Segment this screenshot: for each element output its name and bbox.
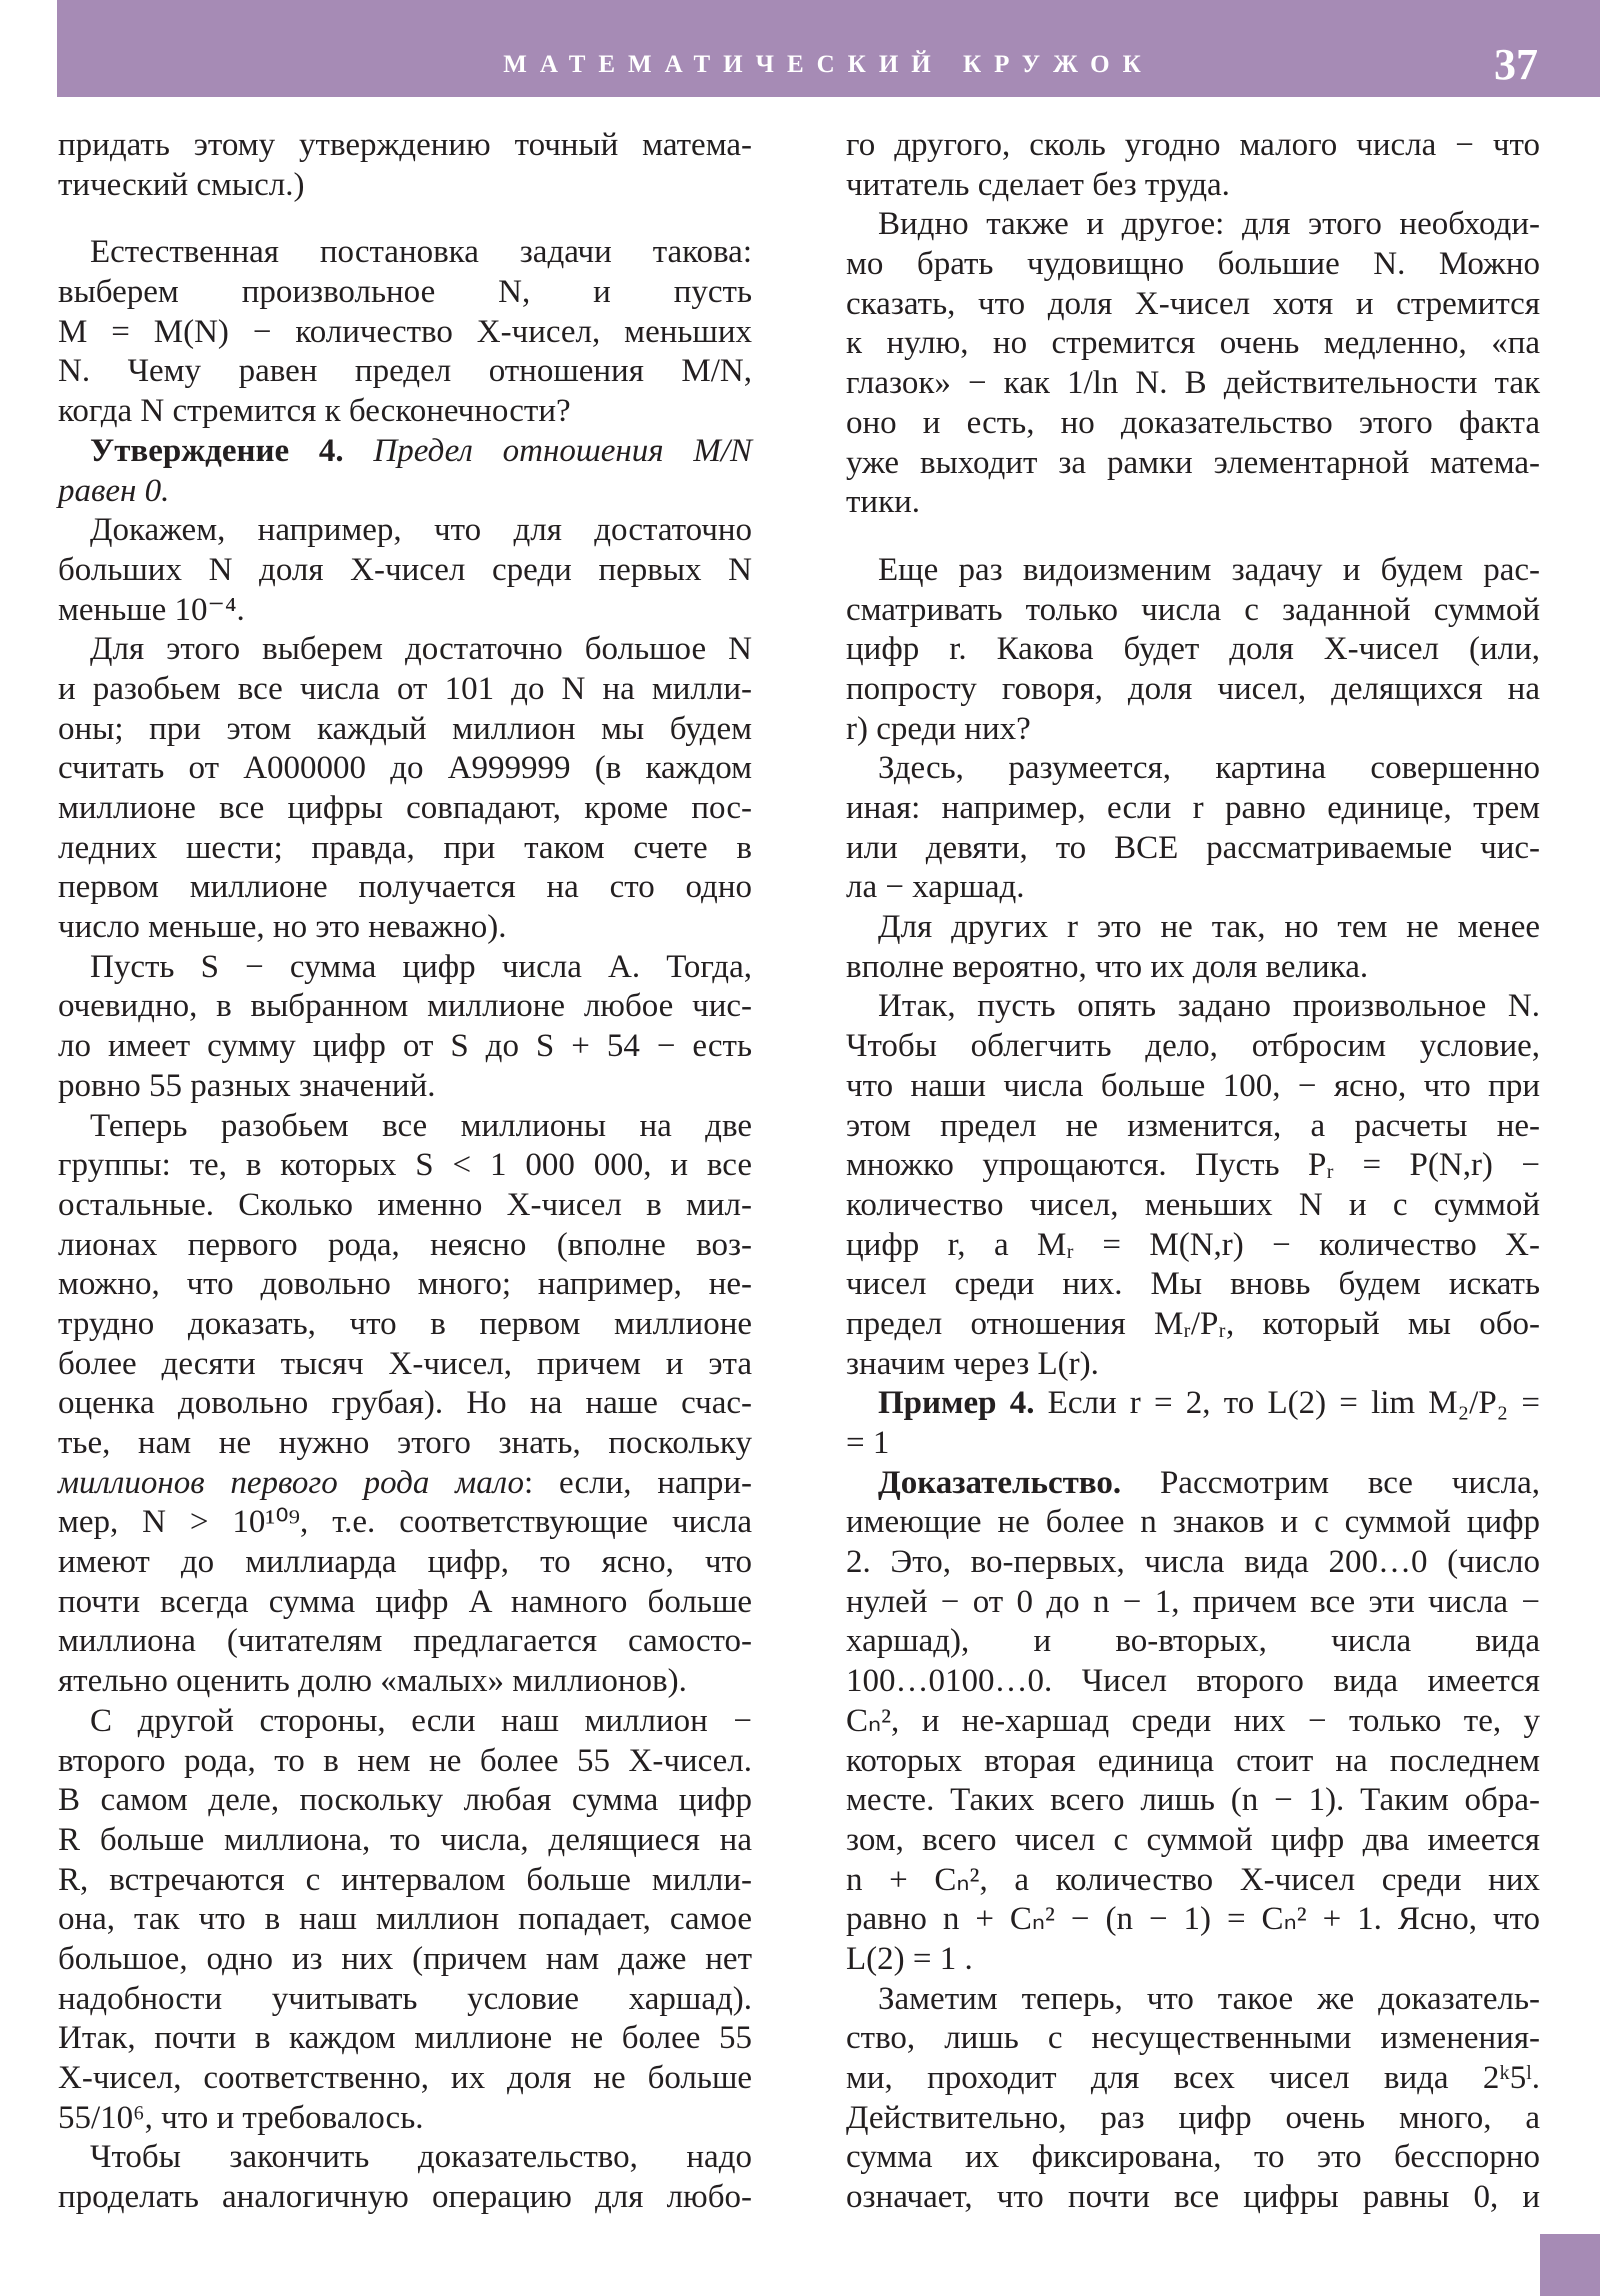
text-line: 100…0100…0. Чисел второго вида имеется	[846, 1663, 1540, 1700]
text-line: попросту говоря, доля чисел, делящихся на	[846, 670, 1540, 707]
text-line: ло имеет сумму цифр от S до S + 54 − есть	[58, 1028, 752, 1065]
text-line: означает, что почти все цифры равны 0, и	[846, 2179, 1540, 2216]
text-line: ла − харшад.	[846, 869, 1025, 906]
text-line: когда N стремится к бесконечности?	[58, 393, 571, 430]
paragraph	[58, 1702, 752, 2139]
text-segment: Рассмотрим все числа,	[1121, 1464, 1540, 1501]
paragraph	[58, 432, 752, 511]
text-line: Докажем, например, что для достаточно	[90, 512, 752, 549]
text-line: Действительно, раз цифр очень много, а	[846, 2099, 1540, 2136]
paragraph	[58, 948, 752, 1107]
paragraph	[846, 1384, 1540, 1463]
text-line: R, встречаются с интервалом больше милли-	[58, 1861, 752, 1898]
text-line: Заметим теперь, что такое же доказатель-	[878, 1980, 1540, 2017]
left-column	[58, 126, 752, 2218]
running-header-title: МАТЕМАТИЧЕСКИЙ КРУЖОК	[503, 51, 1154, 78]
text-line: значим через L(r).	[846, 1345, 1099, 1382]
text-line: ровно 55 разных значений.	[58, 1067, 436, 1104]
text-line: уже выходит за рамки элементарной матема-	[846, 444, 1540, 481]
text-line: сумма их фиксирована, то это бесспорно	[846, 2139, 1540, 2176]
text-line: первом миллионе получается на сто одно	[58, 869, 752, 906]
text-line: тье, нам не нужно этого знать, поскольку	[58, 1425, 752, 1461]
text-line: сказать, что доля X-чисел хотя и стремится	[846, 285, 1540, 322]
text-line	[58, 1464, 752, 1504]
text-line: M = M(N) − количество X-чисел, меньших	[58, 313, 752, 350]
paragraph	[58, 233, 752, 431]
paragraph	[58, 630, 752, 948]
text-line: чисел среди них. Мы вновь будем искать	[846, 1266, 1540, 1303]
bold-lead: Утверждение 4.	[90, 432, 344, 469]
text-line: зом, всего чисел с суммой цифр два имеется	[846, 1821, 1540, 1858]
text-line: миллионе все цифры совпадают, кроме пос-	[58, 790, 752, 826]
paragraph	[58, 2138, 752, 2217]
text-line: имеют до миллиарда цифр, то ясно, что	[58, 1544, 752, 1581]
text-line: го другого, сколь угодно малого числа − что	[846, 127, 1540, 163]
text-line: Для других r это не так, но тем не менее	[878, 909, 1540, 946]
text-line: предел отношения Mᵣ/Pᵣ, который мы обо-	[846, 1305, 1540, 1342]
text-line: Чтобы облегчить дело, отбросим условие,	[846, 1028, 1540, 1065]
text-line: придать этому утверждению точный матема-	[58, 127, 752, 163]
text-line: Итак, почти в каждом миллионе не более 55	[58, 2020, 752, 2057]
text-line: очевидно, в выбранном миллионе любое чис-	[58, 988, 752, 1025]
italic-text: равен 0.	[58, 472, 170, 509]
text-line: Итак, пусть опять задано произвольное N.	[878, 988, 1540, 1025]
text-line: иная: например, если r равно единице, трем	[846, 790, 1540, 826]
text-line: вполне вероятно, что их доля велика.	[846, 948, 1369, 985]
text-segment: : если, напри-	[524, 1464, 752, 1501]
text-line: или девяти, то ВСЕ рассматриваемые чис-	[846, 829, 1540, 866]
text-line: L(2) = 1 .	[846, 1940, 973, 1977]
text-line: С другой стороны, если наш миллион −	[90, 1702, 752, 1739]
paragraph	[846, 1464, 1540, 1980]
text-line: оценка довольно грубая). Но на наше счас-	[58, 1385, 752, 1422]
right-column	[846, 126, 1540, 2218]
text-line: лионах первого рода, неясно (вполне воз-	[58, 1226, 752, 1263]
text-line: читатель сделает без труда.	[846, 166, 1230, 203]
text-line	[58, 472, 752, 512]
paragraph	[58, 126, 752, 205]
text-line: ледних шести; правда, при таком счете в	[58, 829, 752, 866]
text-line: месте. Таких всего лишь (n − 1). Таким обра-	[846, 1782, 1540, 1819]
text-line: надобности учитывать условие харшад).	[58, 1980, 752, 2017]
text-line: сматривать только числа с заданной суммой	[846, 591, 1540, 628]
text-line: ми, проходит для всех чисел вида 2ᵏ5ˡ.	[846, 2060, 1540, 2096]
bold-lead: Доказательство.	[878, 1464, 1122, 1501]
text-line: харшад), и во-вторых, числа вида	[846, 1623, 1540, 1660]
text-line: можно, что довольно много; например, не-	[58, 1266, 752, 1303]
text-line: число меньше, но это неважно).	[58, 909, 507, 946]
text-line: цифр r, а Mᵣ = M(N,r) − количество X-	[846, 1226, 1540, 1263]
text-line: = 1	[846, 1425, 890, 1461]
text-line	[846, 1384, 1540, 1424]
page-corner-tab	[1540, 2234, 1600, 2296]
running-header-bar	[57, 0, 1600, 97]
text-line: и разобьем все числа от 101 до N на милли-	[58, 670, 752, 707]
text-line: что наши числа больше 100, − ясно, что при	[846, 1067, 1540, 1104]
text-line: В самом деле, поскольку любая сумма цифр	[58, 1782, 752, 1819]
text-line: 2. Это, во-первых, числа вида 200…0 (число	[846, 1544, 1540, 1581]
paragraph	[846, 749, 1540, 908]
text-line: миллиона (читателям предлагается самосто-	[58, 1623, 752, 1660]
text-line: множко упрощаются. Пусть Pᵣ = P(N,r) −	[846, 1147, 1540, 1184]
text-line: 55/10⁶, что и требовалось.	[58, 2099, 424, 2136]
text-line: ство, лишь с несущественными изменения-	[846, 2020, 1540, 2057]
text-line: Пусть S − сумма цифр числа A. Тогда,	[90, 948, 752, 985]
paragraph	[846, 987, 1540, 1384]
text-line: она, так что в наш миллион попадает, самое	[58, 1901, 752, 1938]
text-line: равно n + Cₙ² − (n − 1) = Cₙ² + 1. Ясно, что	[846, 1901, 1540, 1938]
page-number: 37	[1494, 40, 1538, 89]
text-line: Естественная постановка задачи такова:	[90, 234, 752, 271]
text-line: r) среди них?	[846, 710, 1031, 747]
text-line: к нулю, но стремится очень медленно, «па	[846, 325, 1540, 362]
text-line	[58, 432, 752, 472]
text-line: тики.	[846, 484, 921, 521]
paragraph	[846, 205, 1540, 523]
text-line: Чтобы закончить доказательство, надо	[90, 2139, 752, 2176]
bold-lead: Пример 4.	[878, 1385, 1035, 1422]
text-line: большое, одно из них (причем нам даже нет	[58, 1940, 752, 1977]
text-line: Для этого выберем достаточно большое N	[90, 631, 752, 668]
text-line: группы: те, в которых S < 1 000 000, и все	[58, 1147, 752, 1184]
text-line: второго рода, то в нем не более 55 X-чисел.	[58, 1742, 752, 1779]
paragraph	[846, 908, 1540, 987]
text-line: X-чисел, соответственно, их доля не больше	[58, 2060, 752, 2096]
text-line: тический смысл.)	[58, 166, 305, 203]
text-line: почти всегда сумма цифр A намного больше	[58, 1583, 752, 1620]
paragraph	[58, 1107, 752, 1702]
italic-text: миллионов первого рода мало	[58, 1464, 525, 1501]
text-line: проделать аналогичную операцию для любо-	[58, 2179, 752, 2216]
text-line: выберем произвольное N, и пусть	[58, 274, 752, 311]
text-line: количество чисел, меньших N и с суммой	[846, 1186, 1540, 1223]
text-line: больших N доля X-чисел среди первых N	[58, 551, 752, 588]
text-line: мер, N > 10¹⁰⁹, т.е. соответствующие числа	[58, 1504, 752, 1541]
text-line: меньше 10⁻⁴.	[58, 591, 245, 628]
text-line: N. Чему равен предел отношения M/N,	[58, 353, 752, 390]
text-line: считать от A000000 до A999999 (в каждом	[58, 750, 752, 787]
paragraph	[846, 551, 1540, 749]
italic-text: Предел отношения M/N	[343, 432, 752, 469]
text-line: мо брать чудовищно большие N. Можно	[846, 246, 1540, 283]
paragraph	[846, 126, 1540, 205]
text-line: R больше миллиона, то числа, делящиеся на	[58, 1821, 752, 1858]
text-line: Видно также и другое: для этого необходи-	[878, 206, 1540, 243]
text-line: n + Cₙ², а количество X-чисел среди них	[846, 1861, 1540, 1898]
text-line: ятельно оценить долю «малых» миллионов).	[58, 1663, 687, 1700]
text-line: Еще раз видоизменим задачу и будем рас-	[878, 551, 1540, 588]
paragraph-spacer	[846, 523, 1540, 551]
text-line	[846, 1464, 1540, 1504]
text-line: этом предел не изменится, а расчеты не-	[846, 1107, 1540, 1144]
text-line: остальные. Сколько именно X-чисел в мил-	[58, 1186, 752, 1223]
text-line: Теперь разобьем все миллионы на две	[90, 1107, 752, 1144]
paragraph	[58, 511, 752, 630]
paragraph-spacer	[58, 205, 752, 233]
text-line: оны; при этом каждый миллион мы будем	[58, 710, 752, 747]
text-line: оно и есть, но доказательство этого факта	[846, 404, 1540, 441]
text-line: глазок» − как 1/ln N. В действительности так	[846, 365, 1540, 402]
text-line: цифр r. Какова будет доля X-чисел (или,	[846, 631, 1540, 668]
text-line: трудно доказать, что в первом миллионе	[58, 1305, 752, 1342]
text-line: более десяти тысяч X-чисел, причем и эта	[58, 1345, 752, 1382]
text-line: которых вторая единица стоит на последнем	[846, 1742, 1540, 1779]
text-line: Здесь, разумеется, картина совершенно	[878, 750, 1540, 787]
paragraph	[846, 1980, 1540, 2218]
text-line: имеющие не более n знаков и с суммой цифр	[846, 1504, 1540, 1541]
text-line: нулей − от 0 до n − 1, причем все эти числа −	[846, 1583, 1540, 1620]
text-line: Cₙ², и не-харшад среди них − только те, у	[846, 1702, 1540, 1739]
text-segment: Если r = 2, то L(2) = lim M₂/P₂ =	[1034, 1385, 1540, 1422]
